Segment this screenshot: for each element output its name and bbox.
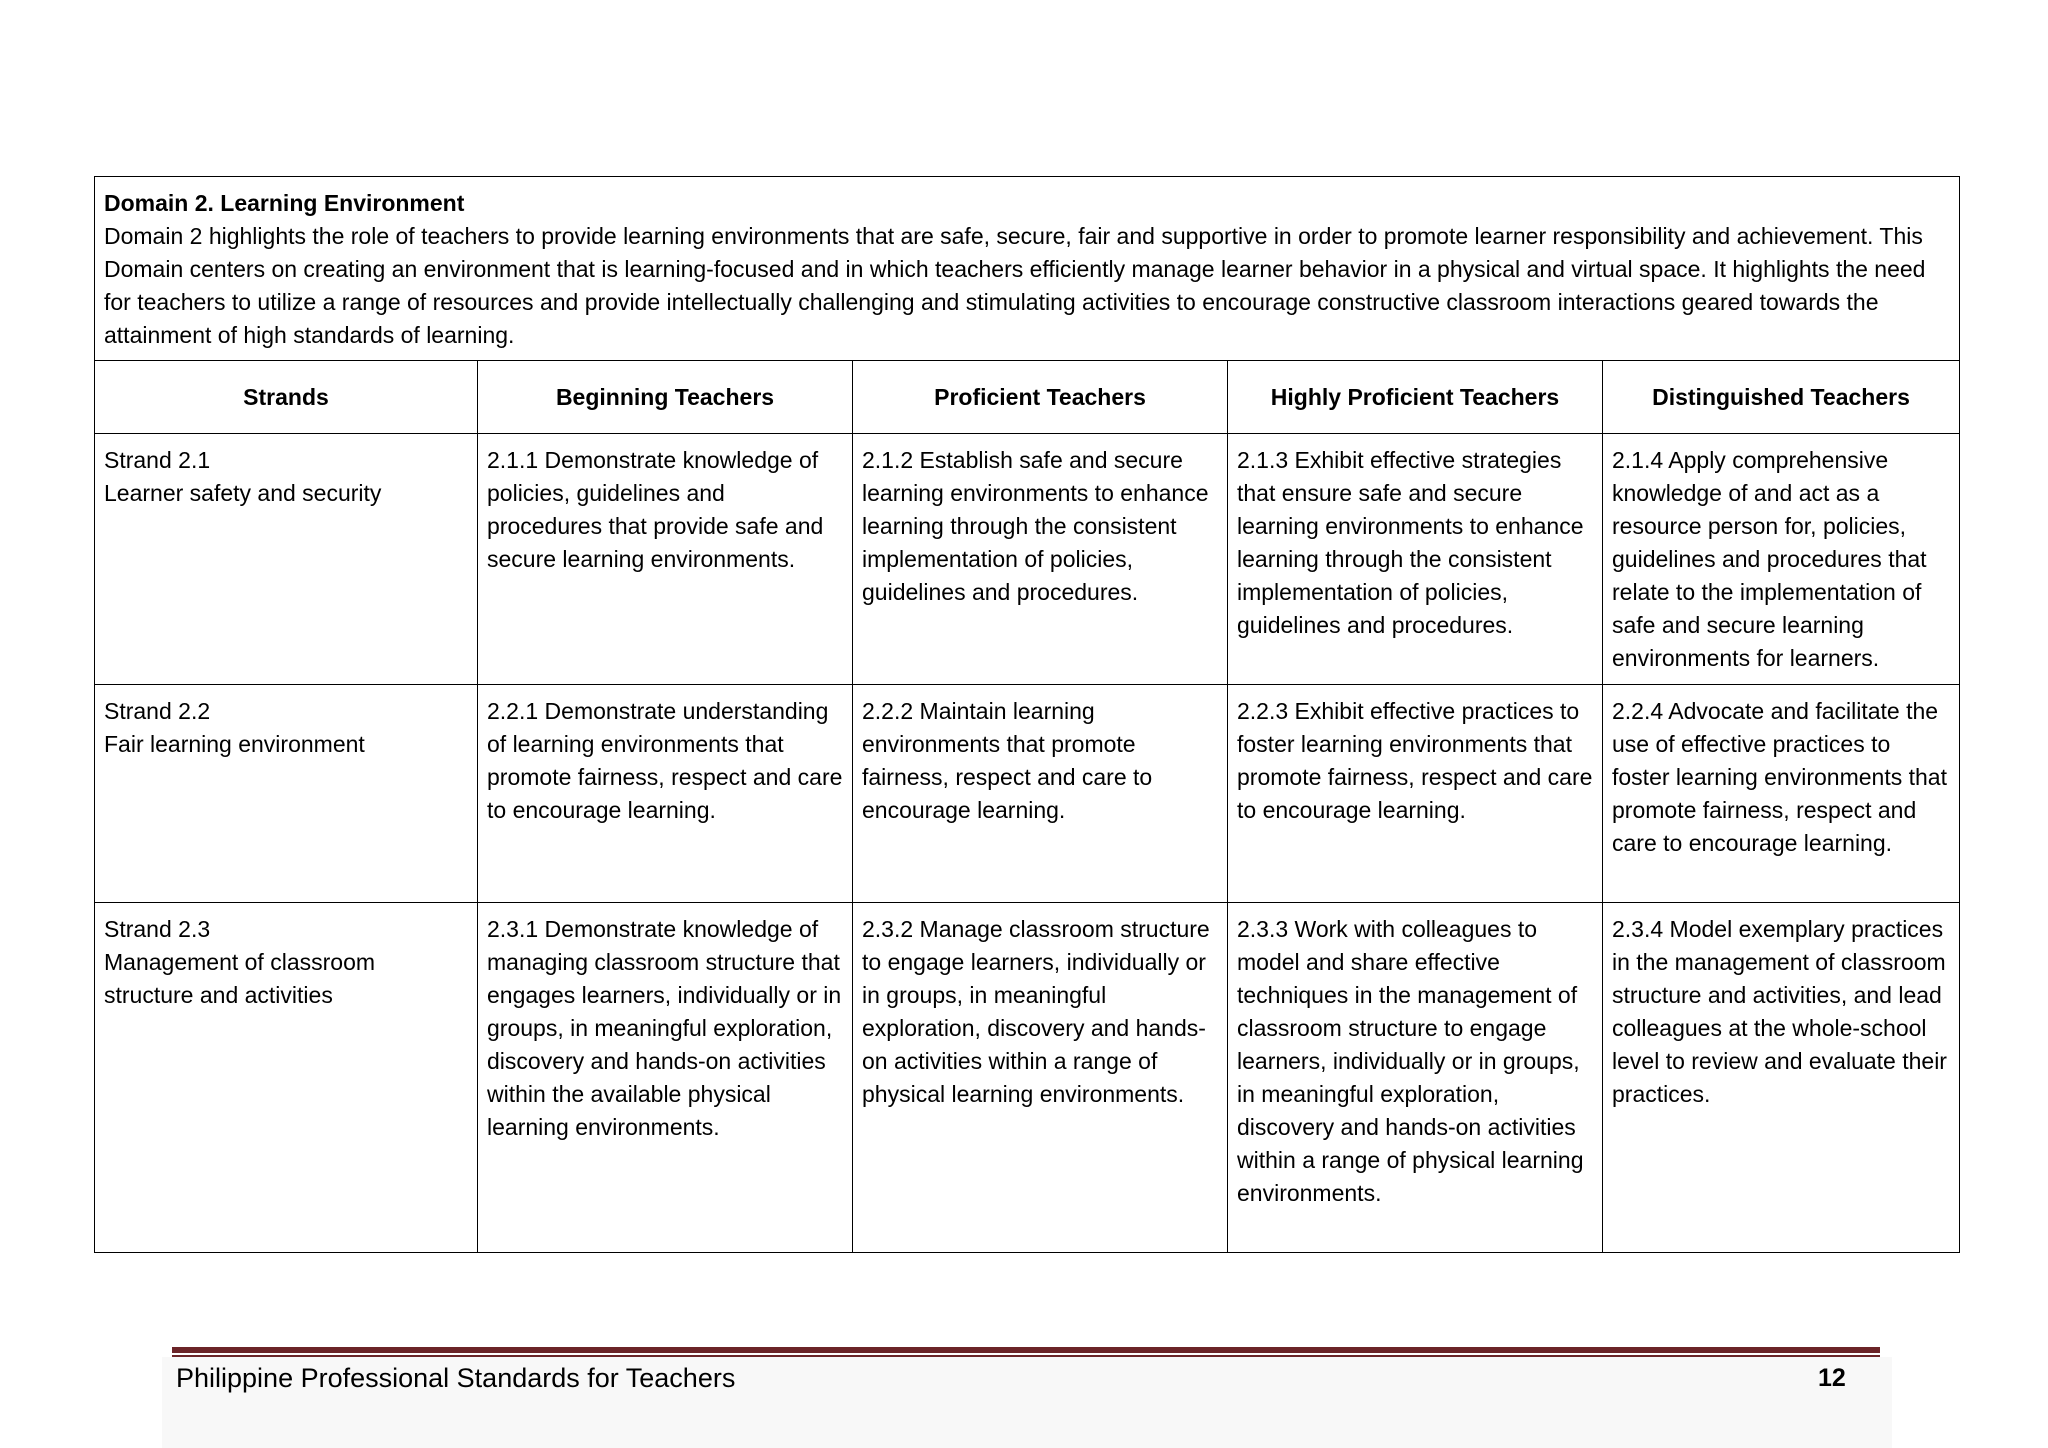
proficient-cell: 2.3.2 Manage classroom structure to engage learners, individually or in groups, in meaningful exploration, discovery and hands-on activities within a range of physical learning environments. [853,903,1228,1253]
column-header-strands: Strands [95,361,478,434]
strand-cell [95,434,478,685]
strand-name: Management of classroom structure and activities [104,949,376,1008]
distinguished-cell: 2.1.4 Apply comprehensive knowledge of and act as a resource person for, policies, guidelines and procedures that relate to the implementation of safe and secure learning environments for learners. [1603,434,1960,685]
strand-name: Learner safety and security [104,480,382,506]
strand-id: Strand 2.1 [104,447,211,473]
strand-cell [95,903,478,1253]
strand-name: Fair learning environment [104,731,365,757]
proficient-cell: 2.2.2 Maintain learning environments that promote fairness, respect and care to encourage learning. [853,685,1228,903]
beginning-cell: 2.2.1 Demonstrate understanding of learning environments that promote fairness, respect and care to encourage learning. [478,685,853,903]
distinguished-cell: 2.3.4 Model exemplary practices in the management of classroom structure and activities, and lead colleagues at the whole-school level to review and evaluate their practices. [1603,903,1960,1253]
footer-rule [172,1347,1880,1353]
column-header-proficient: Proficient Teachers [853,361,1228,434]
domain-description: Domain 2 highlights the role of teachers to provide learning environments that are safe, secure, fair and supportive in order to promote learner responsibility and achievement. This Domain centers on creating an environment that is learning-focused and in which teachers efficiently manage learner behavior in a physical and virtual space. It highlights the need for teachers to utilize a range of resources and provide intellectually challenging and stimulating activities to encourage constructive classroom interactions geared towards the attainment of high standards of learning. [104,223,1926,348]
distinguished-cell: 2.2.4 Advocate and facilitate the use of effective practices to foster learning environments that promote fairness, respect and care to encourage learning. [1603,685,1960,903]
table-row [95,685,1960,903]
strand-id: Strand 2.3 [104,916,211,942]
domain-intro-cell [95,177,1960,361]
strand-id: Strand 2.2 [104,698,211,724]
column-header-beginning: Beginning Teachers [478,361,853,434]
domain-title: Domain 2. Learning Environment [104,190,465,216]
footer-rule-thin [172,1355,1880,1357]
domain-intro-row [95,177,1960,361]
standards-table [94,176,1960,1253]
table-header-row [95,361,1960,434]
highly-proficient-cell: 2.3.3 Work with colleagues to model and share effective techniques in the management of classroom structure to engage learners, individually or in groups, in meaningful exploration, discovery and hands-on activities within a range of physical learning environments. [1228,903,1603,1253]
table-row [95,903,1960,1253]
highly-proficient-cell: 2.2.3 Exhibit effective practices to foster learning environments that promote fairness, respect and care to encourage learning. [1228,685,1603,903]
page-number: 12 [1818,1364,1846,1392]
footer-title: Philippine Professional Standards for Teachers [176,1363,736,1393]
column-header-highly-proficient: Highly Proficient Teachers [1228,361,1603,434]
strand-cell [95,685,478,903]
table-row [95,434,1960,685]
beginning-cell: 2.3.1 Demonstrate knowledge of managing classroom structure that engages learners, individually or in groups, in meaningful exploration, discovery and hands-on activities within the available physical learning environments. [478,903,853,1253]
highly-proficient-cell: 2.1.3 Exhibit effective strategies that ensure safe and secure learning environments to enhance learning through the consistent implementation of policies, guidelines and procedures. [1228,434,1603,685]
beginning-cell: 2.1.1 Demonstrate knowledge of policies, guidelines and procedures that provide safe and secure learning environments. [478,434,853,685]
proficient-cell: 2.1.2 Establish safe and secure learning environments to enhance learning through the consistent implementation of policies, guidelines and procedures. [853,434,1228,685]
column-header-distinguished: Distinguished Teachers [1603,361,1960,434]
